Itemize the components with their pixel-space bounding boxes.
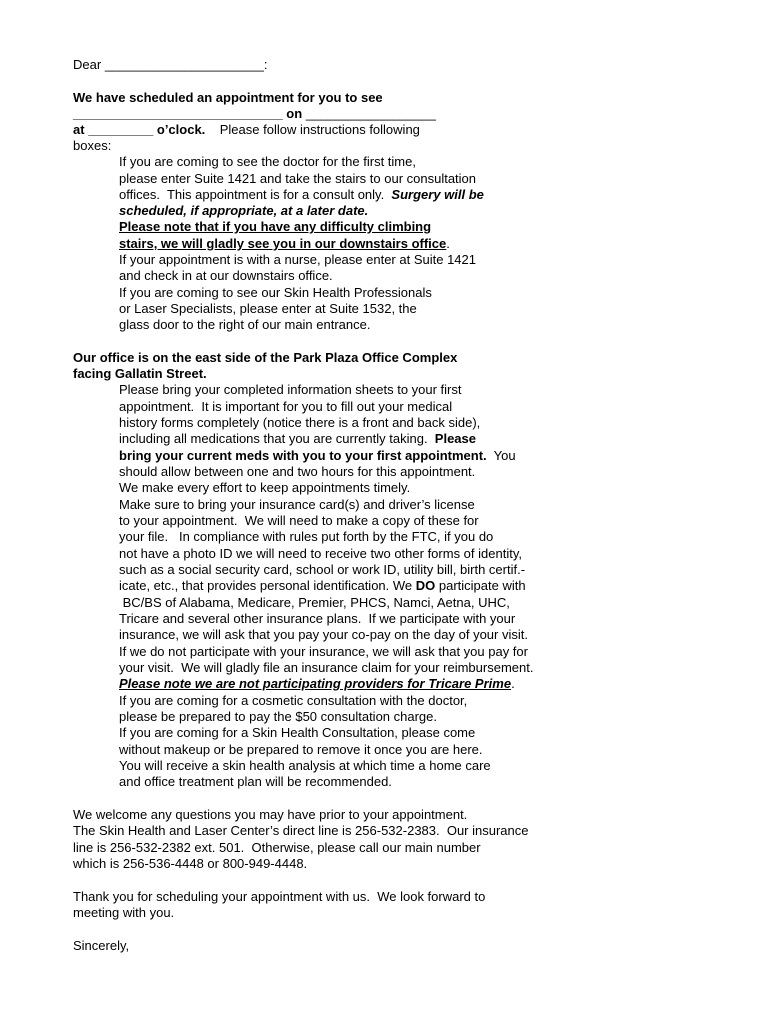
- skin-pros-line: glass door to the right of our main entrance.: [119, 317, 371, 332]
- first-visit-line: offices. This appointment is for a consult only. Surgery will be: [119, 187, 484, 202]
- instruction-line: If you are coming for a Skin Health Consultation, please come: [119, 725, 476, 740]
- nurse-line: and check in at our downstairs office.: [119, 268, 333, 283]
- questions-line: The Skin Health and Laser Center’s direct line is 256-532-2383. Our insurance: [73, 823, 529, 838]
- questions-line: which is 256-536-4448 or 800-949-4448.: [73, 856, 308, 871]
- stairs-note: Please note that if you have any difficulty climbing: [119, 219, 432, 234]
- instruction-line: please be prepared to pay the $50 consultation charge.: [119, 709, 438, 724]
- tricare-note: Please note we are not participating providers for Tricare Prime.: [119, 676, 515, 691]
- at-label: at: [73, 122, 85, 137]
- greeting-dear: Dear: [73, 57, 102, 72]
- boxes-label: boxes:: [73, 138, 112, 153]
- instruction-line: If we do not participate with your insurance, we will ask that you pay for: [119, 644, 528, 659]
- first-visit-line: If you are coming to see the doctor for the first time,: [119, 154, 416, 169]
- thanks-line: meeting with you.: [73, 905, 175, 920]
- stairs-note: stairs, we will gladly see you in our downstairs office.: [119, 236, 450, 251]
- on-label: on: [282, 106, 306, 121]
- instruction-line: icate, etc., that provides personal identification. We DO participate with: [119, 578, 526, 593]
- thanks-line: Thank you for scheduling your appointment with us. We look forward to: [73, 889, 486, 904]
- surgery-note: Surgery will be: [391, 187, 484, 202]
- first-visit-line: please enter Suite 1421 and take the stairs to our consultation: [119, 171, 477, 186]
- time-blank: _________: [88, 122, 154, 137]
- instruction-line: insurance, we will ask that you pay your co-pay on the day of your visit.: [119, 627, 528, 642]
- schedule-time-line: [73, 122, 420, 138]
- questions-line: We welcome any questions you may have prior to your appointment.: [73, 807, 468, 822]
- recipient-name-blank: ______________________: [104, 57, 264, 72]
- schedule-heading: We have scheduled an appointment for you to see: [73, 90, 383, 105]
- instruction-line: should allow between one and two hours for this appointment.: [119, 464, 476, 479]
- instruction-line: and office treatment plan will be recommended.: [119, 774, 392, 789]
- location-heading: Our office is on the east side of the Park Plaza Office Complex: [73, 350, 458, 365]
- greeting-colon: :: [263, 57, 268, 72]
- instruction-line: Make sure to bring your insurance card(s) and driver’s license: [119, 497, 475, 512]
- instruction-line: history forms completely (notice there is a front and back side),: [119, 415, 481, 430]
- greeting-line: [73, 57, 268, 73]
- instruction-line: We make every effort to keep appointments timely.: [119, 480, 411, 495]
- instruction-line: Tricare and several other insurance plans. If we participate with your: [119, 611, 516, 626]
- instruction-line: not have a photo ID we will need to receive two other forms of identity,: [119, 546, 522, 561]
- follow-instructions: Please follow instructions following: [205, 122, 420, 137]
- doctor-name-blank: _____________________________: [73, 106, 283, 121]
- skin-pros-line: or Laser Specialists, please enter at Suite 1532, the: [119, 301, 417, 316]
- instruction-line: You will receive a skin health analysis at which time a home care: [119, 758, 491, 773]
- instruction-line: such as a social security card, school or work ID, utility bill, birth certif.-: [119, 562, 526, 577]
- surgery-note: scheduled, if appropriate, at a later date.: [119, 203, 369, 218]
- skin-pros-line: If you are coming to see our Skin Health Professionals: [119, 285, 432, 300]
- instruction-line: your file. In compliance with rules put forth by the FTC, if you do: [119, 529, 494, 544]
- instruction-line: including all medications that you are currently taking. Please: [119, 431, 476, 446]
- instruction-line: without makeup or be prepared to remove it once you are here.: [119, 742, 483, 757]
- nurse-line: If your appointment is with a nurse, please enter at Suite 1421: [119, 252, 476, 267]
- closing: Sincerely,: [73, 938, 130, 953]
- instruction-line: bring your current meds with you to your first appointment. You: [119, 448, 516, 463]
- oclock-label: o’clock.: [153, 122, 206, 137]
- instruction-line: Please bring your completed information sheets to your first: [119, 382, 462, 397]
- instruction-line: your visit. We will gladly file an insurance claim for your reimbursement.: [119, 660, 534, 675]
- instruction-line: If you are coming for a cosmetic consultation with the doctor,: [119, 693, 468, 708]
- instruction-line: BC/BS of Alabama, Medicare, Premier, PHCS, Namci, Aetna, UHC,: [119, 595, 510, 610]
- date-blank: __________________: [305, 106, 436, 121]
- instruction-line: appointment. It is important for you to fill out your medical: [119, 399, 453, 414]
- instruction-line: to your appointment. We will need to make a copy of these for: [119, 513, 479, 528]
- schedule-who-date-line: [73, 106, 436, 122]
- location-heading: facing Gallatin Street.: [73, 366, 207, 381]
- questions-line: line is 256-532-2382 ext. 501. Otherwise, please call our main number: [73, 840, 481, 855]
